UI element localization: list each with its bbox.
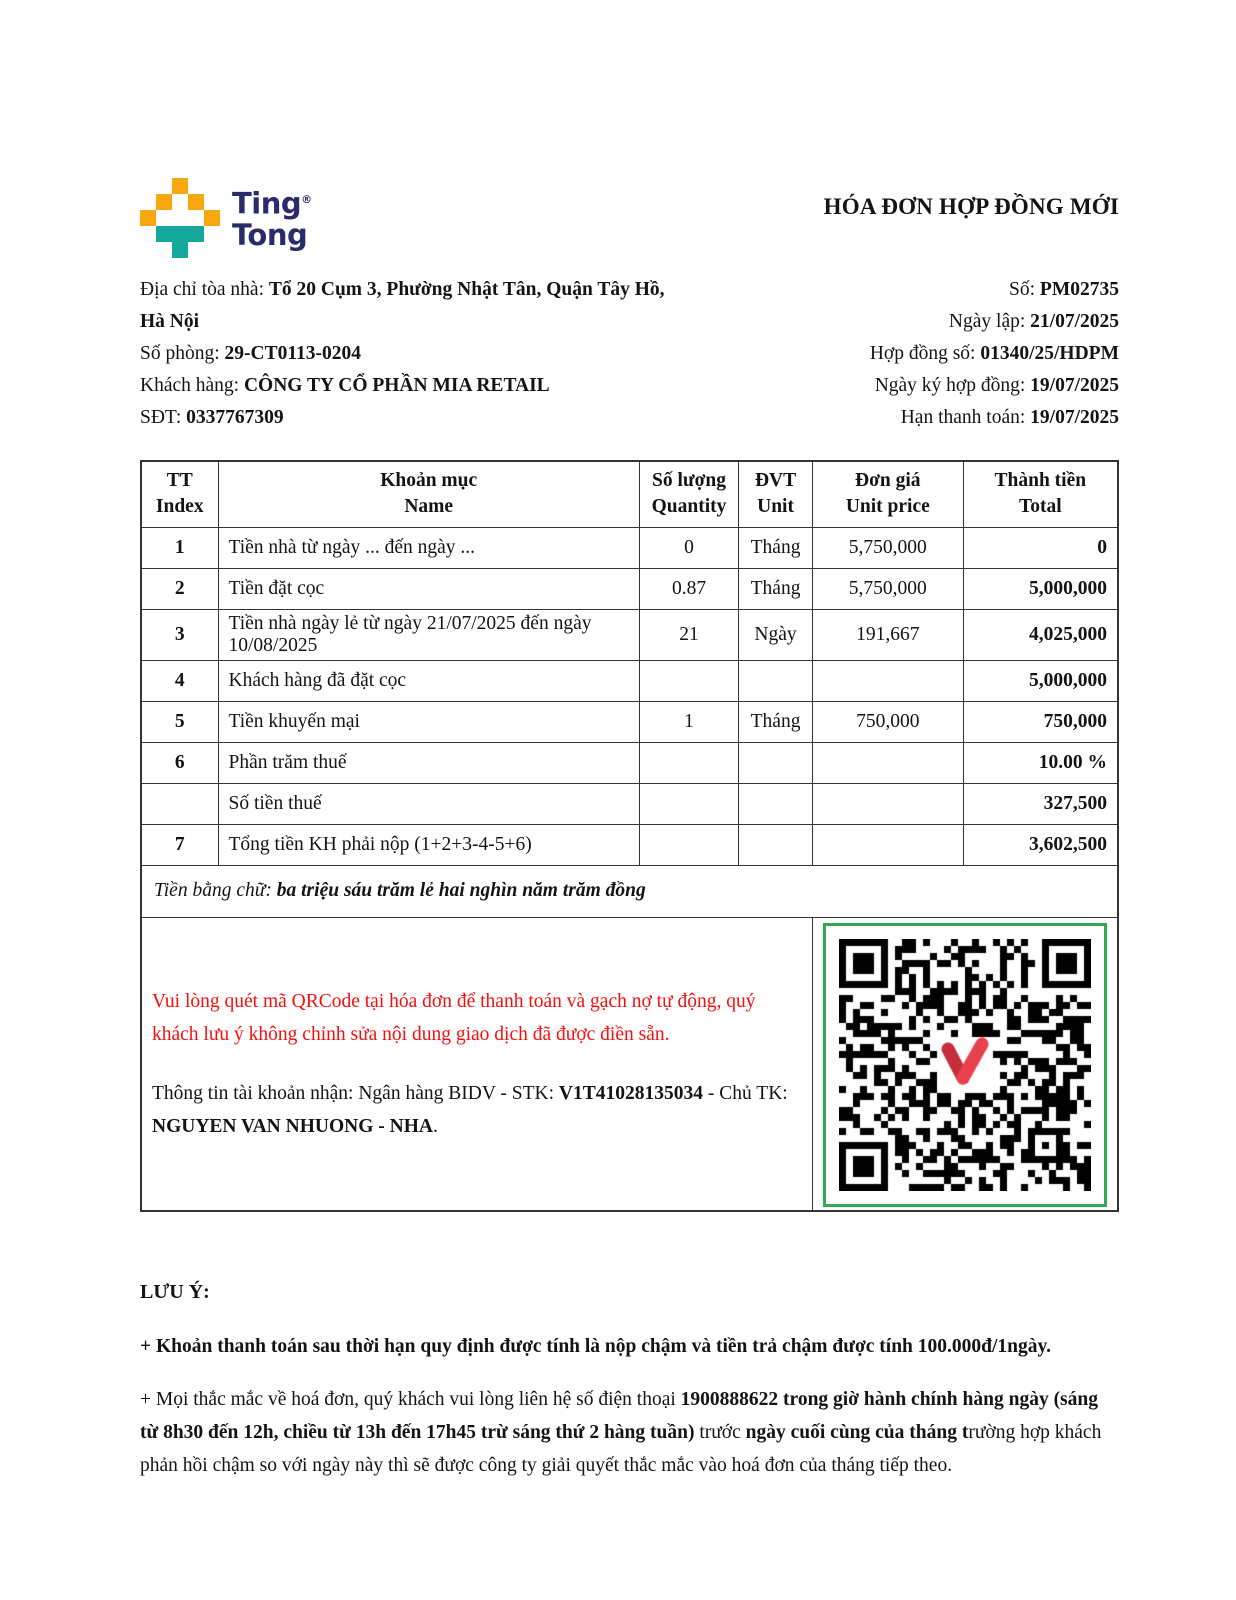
cell-quantity: 0 <box>639 527 738 568</box>
table-row <box>141 660 1118 701</box>
cell-name: Tiền nhà ngày lẻ từ ngày 21/07/2025 đến ngày 10/08/2025 <box>218 609 639 660</box>
customer-line: Khách hàng: CÔNG TY CỔ PHẦN MIA RETAIL <box>140 375 550 396</box>
cell-index: 2 <box>141 568 218 609</box>
cell-index: 5 <box>141 701 218 742</box>
brand-logo <box>140 178 312 258</box>
header-name: Khoản mục Name <box>218 461 639 527</box>
qr-frame <box>823 923 1107 1207</box>
payment-qr-code <box>839 939 1091 1191</box>
cell-unit-price <box>812 742 963 783</box>
qr-instructions: Vui lòng quét mã QRCode tại hóa đơn để thanh toán và gạch nợ tự động, quý khách lưu ý không chỉnh sửa nội dung giao dịch đã được điền sẵn. <box>152 990 756 1045</box>
table-row <box>141 527 1118 568</box>
cell-quantity: 0.87 <box>639 568 738 609</box>
table-row <box>141 701 1118 742</box>
bank-account-info: Thông tin tài khoản nhận: Ngân hàng BIDV - STK: V1T41028135034 - Chủ TK: NGUYEN VAN NHUONG - NHA. <box>152 1082 788 1137</box>
cell-total: 0 <box>963 527 1118 568</box>
cell-unit-price: 191,667 <box>812 609 963 660</box>
table-header-row <box>141 461 1118 527</box>
cell-unit-price: 5,750,000 <box>812 568 963 609</box>
contact-note: + Mọi thắc mắc về hoá đơn, quý khách vui lòng liên hệ số điện thoại 1900888622 trong giờ hành chính hàng ngày (sáng từ 8h30 đến 12h, chiều từ 13h đến 17h45 trừ sáng thứ 2 hàng tuần) trước ngày cuối cùng của tháng trường hợp khách phản hồi chậm so với ngày này thì sẽ được công ty giải quyết thắc mắc vào hoá đơn của tháng tiếp theo. <box>140 1388 1102 1476</box>
cell-unit <box>739 660 813 701</box>
logo-pixel <box>204 210 220 226</box>
brand-name-line1: Ting <box>232 186 302 221</box>
cell-name: Tổng tiền KH phải nộp (1+2+3-4-5+6) <box>218 824 639 865</box>
cell-name: Số tiền thuế <box>218 783 639 824</box>
logo-pixel <box>172 178 188 194</box>
cell-unit-price <box>812 660 963 701</box>
cell-total: 3,602,500 <box>963 824 1118 865</box>
invoice-info <box>140 274 1119 434</box>
customer-info-block <box>140 274 740 434</box>
invoice-number-line: Số: PM02735 <box>1009 279 1119 300</box>
amount-in-words-row <box>141 865 1118 917</box>
cell-index: 4 <box>141 660 218 701</box>
header-unit: ĐVT Unit <box>739 461 813 527</box>
brand-name <box>232 184 312 258</box>
cell-unit-price <box>812 783 963 824</box>
header-total: Thành tiền Total <box>963 461 1118 527</box>
building-address-line: Địa chỉ tòa nhà: Tổ 20 Cụm 3, Phường Nhật Tân, Quận Tây Hồ, Hà Nội <box>140 279 665 332</box>
brand-name-line2: Tong <box>232 217 308 252</box>
cell-index: 1 <box>141 527 218 568</box>
registered-mark: ® <box>301 193 312 206</box>
cell-total: 5,000,000 <box>963 660 1118 701</box>
cell-index: 3 <box>141 609 218 660</box>
logo-pixel <box>156 194 172 210</box>
payment-instructions-cell <box>141 917 812 1211</box>
cell-name: Tiền khuyến mại <box>218 701 639 742</box>
logo-pixel <box>156 226 204 242</box>
qr-cell <box>812 917 1118 1211</box>
cell-total: 10.00 % <box>963 742 1118 783</box>
table-row <box>141 609 1118 660</box>
room-number-line: Số phòng: 29-CT0113-0204 <box>140 343 362 364</box>
header-quantity: Số lượng Quantity <box>639 461 738 527</box>
cell-unit-price: 750,000 <box>812 701 963 742</box>
table-row <box>141 783 1118 824</box>
notes-section <box>140 1276 1119 1482</box>
cell-quantity <box>639 783 738 824</box>
table-row <box>141 824 1118 865</box>
cell-unit <box>739 824 813 865</box>
header-index: TT Index <box>141 461 218 527</box>
cell-unit: Tháng <box>739 701 813 742</box>
cell-total: 750,000 <box>963 701 1118 742</box>
invoice-table <box>140 460 1119 1212</box>
cell-index: 7 <box>141 824 218 865</box>
header-unit-price: Đơn giá Unit price <box>812 461 963 527</box>
header <box>140 178 1119 258</box>
cell-name: Phần trăm thuế <box>218 742 639 783</box>
issue-date-line: Ngày lập: 21/07/2025 <box>948 311 1119 332</box>
cell-unit: Ngày <box>739 609 813 660</box>
cell-unit: Tháng <box>739 568 813 609</box>
cell-quantity <box>639 660 738 701</box>
payment-due-line: Hạn thanh toán: 19/07/2025 <box>900 407 1119 428</box>
brand-logo-icon <box>140 178 220 258</box>
logo-pixel <box>172 242 188 258</box>
cell-unit <box>739 742 813 783</box>
cell-unit-price <box>812 824 963 865</box>
cell-name: Tiền đặt cọc <box>218 568 639 609</box>
cell-quantity <box>639 824 738 865</box>
cell-quantity <box>639 742 738 783</box>
payment-qr-row <box>141 917 1118 1211</box>
cell-name: Tiền nhà từ ngày ... đến ngày ... <box>218 527 639 568</box>
cell-unit <box>739 783 813 824</box>
cell-total: 4,025,000 <box>963 609 1118 660</box>
cell-quantity: 1 <box>639 701 738 742</box>
table-row <box>141 742 1118 783</box>
cell-total: 327,500 <box>963 783 1118 824</box>
cell-unit: Tháng <box>739 527 813 568</box>
cell-unit-price: 5,750,000 <box>812 527 963 568</box>
cell-index <box>141 783 218 824</box>
cell-index: 6 <box>141 742 218 783</box>
table-row <box>141 568 1118 609</box>
page-title: HÓA ĐƠN HỢP ĐỒNG MỚI <box>823 194 1119 219</box>
amount-in-words: Tiền bằng chữ: ba triệu sáu trăm lẻ hai nghìn năm trăm đồng <box>141 865 1118 917</box>
cell-total: 5,000,000 <box>963 568 1118 609</box>
contract-sign-date-line: Ngày ký hợp đồng: 19/07/2025 <box>874 375 1119 396</box>
cell-quantity: 21 <box>639 609 738 660</box>
contract-number-line: Hợp đồng số: 01340/25/HDPM <box>869 343 1119 364</box>
logo-pixel <box>140 210 156 226</box>
phone-line: SĐT: 0337767309 <box>140 407 284 428</box>
invoice-meta-block <box>740 274 1119 434</box>
late-payment-note: + Khoản thanh toán sau thời hạn quy định được tính là nộp chậm và tiền trả chậm được tính 100.000đ/1ngày. <box>140 1335 1052 1357</box>
logo-pixel <box>188 194 204 210</box>
cell-name: Khách hàng đã đặt cọc <box>218 660 639 701</box>
notes-heading: LƯU Ý: <box>140 1280 210 1303</box>
